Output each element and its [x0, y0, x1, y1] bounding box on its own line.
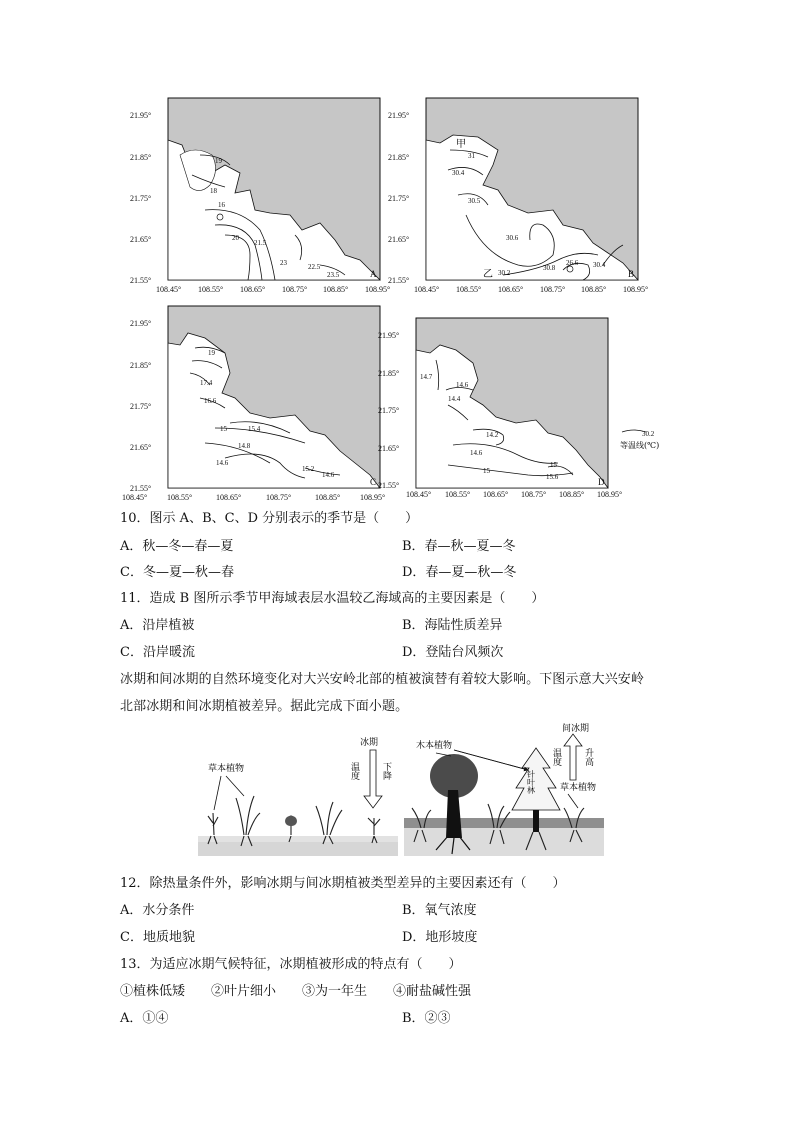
lon-label: 108.45°: [414, 285, 440, 294]
contour-d-7: 15: [550, 461, 557, 469]
lon-label: 108.85°: [323, 285, 349, 294]
contour-a-2: 18: [210, 187, 217, 195]
contour-c-6: 14.8: [238, 442, 251, 450]
contour-d-2: 14.6: [456, 381, 469, 389]
lon-label: 108.65°: [240, 285, 266, 294]
ice-down-label: 下降: [381, 762, 391, 780]
lat-label: 21.95°: [130, 111, 152, 120]
contour-b-6: 26.6: [566, 259, 579, 267]
legend-label: 等温线(℃): [620, 441, 660, 450]
map-panel-c: [122, 303, 390, 508]
map-panel-a: [130, 95, 390, 300]
contour-a-7: 23: [280, 259, 287, 267]
lat-label: 21.95°: [130, 319, 152, 328]
q10-option-b[interactable]: B．春—秋—夏—冬: [402, 539, 516, 554]
lat-label: 21.85°: [130, 361, 152, 370]
contour-c-5: 15.4: [248, 425, 261, 433]
conifer-trunk: [533, 810, 539, 832]
contour-a-4: 20: [232, 234, 239, 242]
q13-stem: 13．为适应冰期气候特征，冰期植被形成的特点有（ ）: [120, 957, 462, 972]
q12-option-d[interactable]: D．地形坡度: [402, 930, 478, 945]
lon-label: 108.95°: [597, 490, 623, 499]
map-d-letter: D: [598, 477, 605, 487]
lat-label: 21.65°: [130, 443, 152, 452]
contour-d-5: 14.6: [470, 449, 483, 457]
lat-label: 21.65°: [378, 444, 400, 453]
q11-option-b[interactable]: B．海陆性质差异: [402, 618, 503, 633]
q10-option-c[interactable]: C．冬—夏—秋—春: [120, 565, 234, 580]
label-yi: 乙: [483, 269, 493, 280]
map-c-letter: C: [370, 477, 377, 487]
lon-label: 108.85°: [581, 285, 607, 294]
q11-option-d[interactable]: D．登陆台风频次: [402, 645, 504, 660]
contour-b-4: 30.6: [506, 234, 519, 242]
contour-b-5: 30.2: [498, 269, 511, 277]
q11-option-c[interactable]: C．沿岸暖流: [120, 645, 195, 660]
lon-label: 108.75°: [266, 493, 292, 502]
lat-label: 21.95°: [388, 111, 410, 120]
contour-c-4: 15: [220, 425, 227, 433]
lat-label: 21.65°: [388, 235, 410, 244]
contour-c-1: 19: [208, 349, 215, 357]
ice-age-soil: [198, 842, 398, 856]
lon-label: 108.45°: [122, 493, 148, 502]
contour-b-8: 30.4: [593, 261, 606, 269]
contour-c-2: 17.4: [200, 379, 213, 387]
q12-stem: 12．除热量条件外，影响冰期与间冰期植被类型差异的主要因素还有（ ）: [120, 876, 566, 891]
lon-label: 108.85°: [315, 493, 341, 502]
right-herb-label: 草本植物: [560, 783, 597, 793]
q12-option-b[interactable]: B．氧气浓度: [402, 903, 477, 918]
inter-rise-label: 升高: [583, 748, 593, 766]
lon-label: 108.65°: [216, 493, 242, 502]
lat-label: 21.85°: [388, 153, 410, 162]
lon-label: 108.95°: [623, 285, 649, 294]
q11-stem: 11．造成 B 图所示季节甲海域表层水温较乙海域高的主要因素是（ ）: [120, 591, 545, 606]
lon-label: 108.45°: [156, 285, 182, 294]
lon-label: 108.45°: [406, 490, 432, 499]
lat-label: 21.75°: [130, 194, 152, 203]
contour-b-7: 30.8: [543, 264, 556, 272]
lat-label: 21.65°: [130, 235, 152, 244]
q11-option-a[interactable]: A．沿岸植被: [120, 618, 195, 633]
lon-label: 108.55°: [456, 285, 482, 294]
down-arrow: [364, 750, 382, 808]
map-a-letter: A: [370, 269, 377, 279]
lat-label: 21.55°: [130, 484, 152, 493]
lat-label: 21.85°: [378, 369, 400, 378]
q13-option-a[interactable]: A．①④: [120, 1011, 169, 1026]
ice-temp-label: 温度: [349, 762, 359, 780]
contour-b-2: 30.4: [452, 169, 465, 177]
contour-d-4: 14.2: [486, 431, 499, 439]
map-a-svg: [130, 95, 390, 300]
contour-c-3: 16.6: [204, 397, 217, 405]
small-shrub: [285, 816, 297, 826]
intro-line-2: 北部冰期和间冰期植被差异。据此完成下面小题。: [120, 699, 409, 714]
q10-stem: 10．图示 A、B、C、D 分别表示的季节是（ ）: [120, 511, 419, 526]
interglacial-ground: [404, 824, 604, 856]
map-b-letter: B: [628, 269, 635, 279]
contour-a-6: 22.5: [308, 263, 321, 271]
contour-c-8: 15.2: [302, 465, 315, 473]
lon-label: 108.75°: [540, 285, 566, 294]
lon-label: 108.55°: [167, 493, 193, 502]
lat-label: 21.55°: [388, 276, 410, 285]
lon-label: 108.85°: [559, 490, 585, 499]
lon-label: 108.75°: [282, 285, 308, 294]
conifer-label: 针叶林: [526, 770, 536, 794]
contour-d-1: 14.7: [420, 373, 433, 381]
lat-label: 21.75°: [130, 402, 152, 411]
q13-option-b[interactable]: B．②③: [402, 1011, 451, 1026]
lon-label: 108.95°: [365, 285, 391, 294]
contour-a-5: 21.5: [254, 239, 267, 247]
lon-label: 108.95°: [360, 493, 386, 502]
left-herb-pointers: [214, 776, 244, 810]
contour-b-3: 30.5: [468, 197, 481, 205]
map-b-svg: [388, 95, 658, 300]
map-c-svg: [122, 303, 390, 508]
q10-option-d[interactable]: D．春—夏—秋—冬: [402, 565, 517, 580]
lon-label: 108.55°: [198, 285, 224, 294]
vegetation-figure: [196, 718, 606, 867]
map-d-svg: [378, 315, 678, 508]
lat-label: 21.85°: [130, 153, 152, 162]
vegetation-figure-svg: [196, 718, 606, 863]
legend-value: 30.2: [642, 430, 655, 438]
q10-option-a[interactable]: A．秋—冬—春—夏: [120, 539, 234, 554]
interglacial-label: 间冰期: [562, 724, 590, 734]
contour-a-3: 16: [218, 201, 225, 209]
contour-c-9: 14.6: [322, 471, 335, 479]
lat-label: 21.55°: [130, 276, 152, 285]
contour-a-8: 23.5: [327, 271, 340, 279]
inter-temp-label: 温度: [551, 748, 561, 766]
up-arrow: [564, 734, 582, 780]
lat-label: 21.55°: [378, 481, 400, 490]
q12-option-c[interactable]: C．地质地貌: [120, 930, 195, 945]
contour-a-1: 19: [215, 157, 222, 165]
right-herb-pointer: [568, 794, 578, 808]
woody-plant-label: 木本植物: [416, 741, 453, 751]
left-herb-label: 草本植物: [208, 764, 245, 774]
ice-age-label: 冰期: [360, 738, 379, 748]
lon-label: 108.75°: [521, 490, 547, 499]
lon-label: 108.65°: [483, 490, 509, 499]
contour-b-1: 31: [468, 152, 475, 160]
label-jia: 甲: [456, 139, 466, 150]
intro-line-1: 冰期和间冰期的自然环境变化对大兴安岭北部的植被演替有着较大影响。下图示意大兴安岭: [120, 672, 645, 687]
q13-items: ①植株低矮 ②叶片细小 ③为一年生 ④耐盐碱性强: [120, 984, 472, 999]
lat-label: 21.75°: [388, 194, 410, 203]
contour-d-3: 14.4: [448, 395, 461, 403]
q12-option-a[interactable]: A．水分条件: [120, 903, 195, 918]
contour-c-7: 14.6: [216, 459, 229, 467]
lon-label: 108.65°: [498, 285, 524, 294]
map-panel-b: [388, 95, 658, 300]
lat-label: 21.75°: [378, 406, 400, 415]
map-panel-d: [378, 315, 678, 508]
lon-label: 108.55°: [445, 490, 471, 499]
contour-d-6: 15: [483, 467, 490, 475]
lat-label: 21.95°: [378, 331, 400, 340]
contour-d-8: 15.6: [546, 473, 559, 481]
